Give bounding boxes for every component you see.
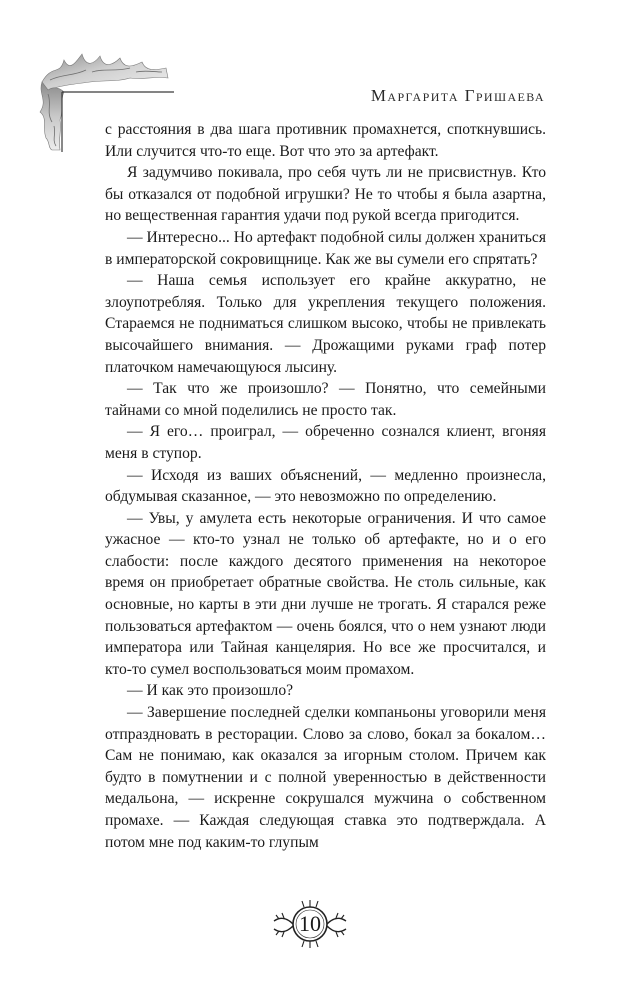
paragraph: — Наша семья использует его крайне аккуратно, не злоупотребляя. Только для укрепления текущего положения. Стараемся не подниматься слишком высоко, чтобы не привлекать высочайшего внимания. — Дрожащими руками граф потер платочком намечающуюся лысину. <box>105 272 546 376</box>
paragraph: — Я его… проиграл, — обреченно сознался клиент, вгоняя меня в ступор. <box>105 423 546 462</box>
paragraph: с расстояния в два шага противник промахнется, споткнувшись. Или случится что-то еще. Вот что это за артефакт. <box>105 121 546 160</box>
paragraph: — Интересно... Но артефакт подобной силы должен храниться в императорской сокровищнице. Как же вы сумели его спрятать? <box>105 228 546 268</box>
page-number-frame <box>270 895 350 953</box>
paragraph: — Увы, у амулета есть некоторые ограничения. И что самое ужасное — кто-то узнал не только об артефакте, но и о его слабости: после каждого десятого применения на некоторое время он приобретает обратные свойства. Не столь сильные, как основные, но карты в эти дни лучше не трогать. Я старался реже пользоваться артефактом — очень боялся, что о нем узнают люди императора или Тайная канцелярия. Но все же просчитался, и кто-то сумел воспользоваться моим промахом. <box>105 509 546 678</box>
running-header: Маргарита Гришаева <box>370 86 545 105</box>
paragraph: — Исходя из ваших объяснений, — медленно произнесла, обдумывая сказанное, — это невозможно по определению. <box>105 466 546 506</box>
paragraph: — Завершение последней сделки компаньоны уговорили меня отпраздновать в ресторации. Слово за слово, бокал за бокалом… Сам не понимаю, как оказался за игорным столом. Причем как будто в помутнении и с полной уверенностью в действенности медальона, — искренне сокрушался мужчина о собственном промахе. — Каждая следующая ставка это подтверждала. А потом мне под каким-то глупым <box>105 704 546 851</box>
paragraph: Я задумчиво покивала, про себя чуть ли не присвистнув. Кто бы отказался от подобной игрушки? Не то чтобы я была азартна, но вещественная гарантия удачи под рукой всегда пригодится. <box>105 164 546 225</box>
paragraph: — И как это произошло? <box>127 682 294 700</box>
body-text <box>105 119 546 853</box>
page-number: 10 <box>299 911 321 936</box>
paragraph: — Так что же произошло? — Понятно, что семейными тайнами со мной поделились не просто так. <box>105 380 546 419</box>
